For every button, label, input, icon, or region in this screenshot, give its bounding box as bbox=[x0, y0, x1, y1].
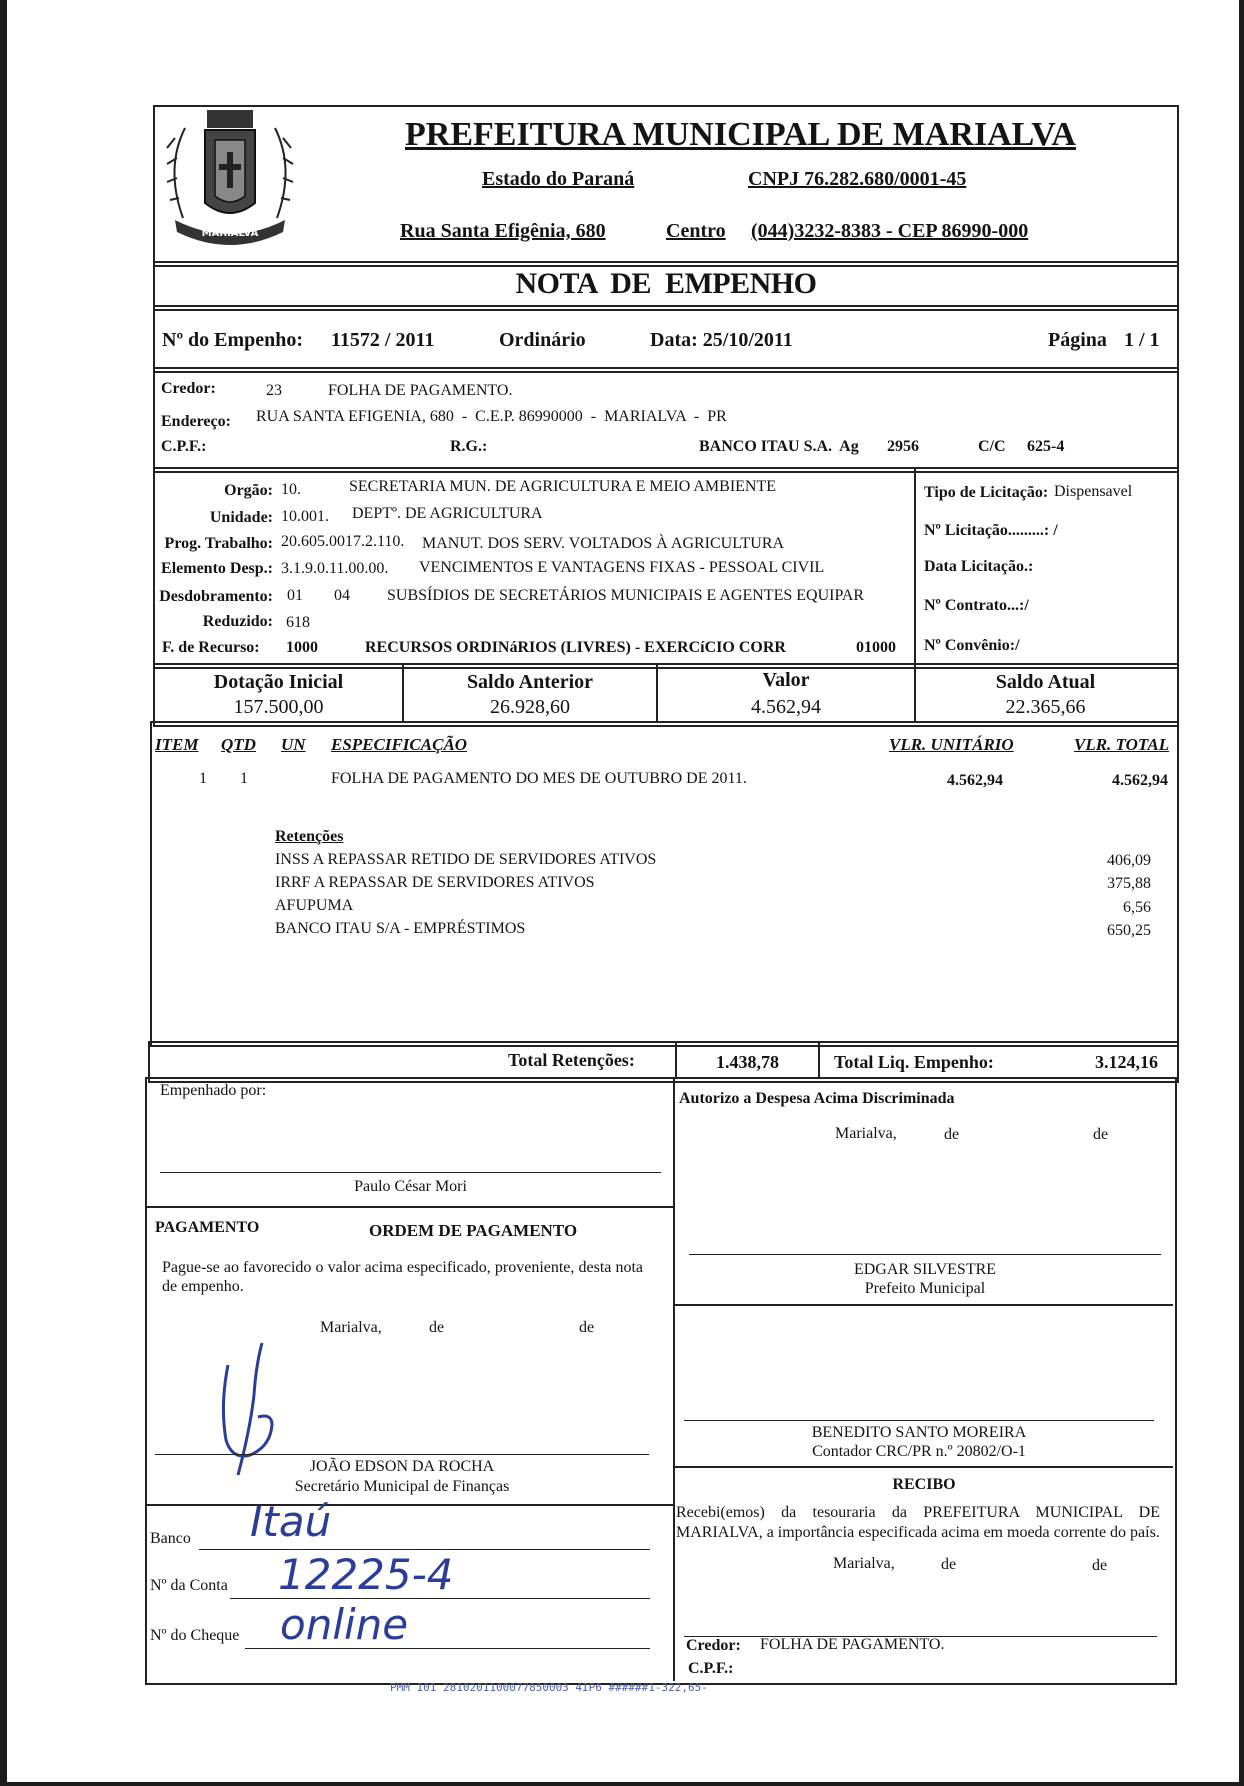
prefeito-signature-line bbox=[689, 1254, 1161, 1255]
autorizo-city: Marialva, bbox=[835, 1125, 897, 1142]
recurso-code2: 01000 bbox=[856, 639, 896, 656]
retencao-value: 375,88 bbox=[1107, 875, 1151, 892]
contador-name: BENEDITO SANTO MOREIRA bbox=[811, 1424, 1027, 1441]
recibo-credor: FOLHA DE PAGAMENTO. bbox=[760, 1636, 945, 1653]
contador-signature-line bbox=[684, 1420, 1154, 1421]
conta-label: Nº da Conta bbox=[150, 1577, 228, 1594]
credor-name: FOLHA DE PAGAMENTO. bbox=[328, 382, 513, 399]
retencao-value: 650,25 bbox=[1107, 922, 1151, 939]
secretario-name: JOÃO EDSON DA ROCHA bbox=[309, 1458, 495, 1475]
cheque-handwritten: online bbox=[280, 1600, 409, 1649]
retencao-value: 6,56 bbox=[1123, 899, 1151, 916]
autorizo-de-2: de bbox=[1093, 1126, 1109, 1143]
saldo-anterior-value: 26.928,60 bbox=[490, 696, 570, 718]
secretario-title: Secretário Municipal de Finanças bbox=[294, 1478, 510, 1495]
address-label: Endereço: bbox=[161, 413, 231, 430]
contador-title: Contador CRC/PR n.º 20802/O-1 bbox=[812, 1443, 1026, 1460]
saldo-atual-value: 22.365,66 bbox=[1005, 696, 1086, 718]
cc-number: 625-4 bbox=[1027, 438, 1065, 455]
prefeito-title: Prefeito Municipal bbox=[864, 1280, 986, 1297]
bank-name: BANCO ITAU S.A. Ag bbox=[699, 438, 859, 455]
elemento-label: Elemento Desp.: bbox=[161, 560, 273, 577]
desdobramento-code1: 01 bbox=[287, 587, 303, 604]
prog-code: 20.605.0017.2.110. bbox=[281, 533, 405, 550]
total-retencoes-label: Total Retenções: bbox=[508, 1050, 635, 1070]
col-item: ITEM bbox=[155, 735, 199, 754]
autorizo-text: Autorizo a Despesa Acima Discriminada bbox=[679, 1090, 955, 1107]
retencao-label: BANCO ITAU S/A - EMPRÉSTIMOS bbox=[275, 920, 526, 937]
dotacao-label: Dotação Inicial bbox=[213, 671, 344, 693]
recibo-divider bbox=[675, 1466, 1173, 1468]
licitacao-data: Data Licitação.: bbox=[924, 558, 1034, 575]
licitacao-tipo-label: Tipo de Licitação: bbox=[924, 484, 1049, 501]
doc-title: NOTA DE EMPENHO bbox=[515, 267, 817, 300]
pagamento-text: Pague-se ao favorecido o valor acima especificado, proveniente, desta nota de empenho. bbox=[162, 1259, 643, 1295]
empenho-date: Data: 25/10/2011 bbox=[650, 329, 793, 351]
pagamento-de-2: de bbox=[579, 1319, 595, 1336]
retencao-value: 406,09 bbox=[1107, 852, 1151, 869]
orgao-name: SECRETARIA MUN. DE AGRICULTURA E MEIO AMBIENTE bbox=[349, 478, 777, 495]
footer-stamp: PMM 101 2810201100077850003 4IP6 ######1-322,65- bbox=[390, 1681, 708, 1694]
orgao-code: 10. bbox=[281, 481, 301, 498]
prog-label: Prog. Trabalho: bbox=[164, 535, 273, 552]
col-qtd: QTD bbox=[221, 735, 256, 754]
dotacao-value: 157.500,00 bbox=[233, 696, 324, 718]
recurso-name: RECURSOS ORDINáRIOS (LIVRES) - EXERCíCIO CORR bbox=[365, 639, 786, 656]
valor-label: Valor bbox=[762, 669, 810, 691]
crest-text: MARIALVA bbox=[201, 228, 259, 239]
total-retencoes-value: 1.438,78 bbox=[716, 1052, 779, 1072]
desdobramento-code2: 04 bbox=[334, 587, 350, 604]
unidade-label: Unidade: bbox=[209, 509, 273, 526]
reduzido-label: Reduzido: bbox=[202, 613, 273, 630]
recurso-code: 1000 bbox=[286, 639, 318, 656]
col-unitario: VLR. UNITÁRIO bbox=[889, 735, 1014, 754]
empenho-number: 11572 / 2011 bbox=[331, 329, 435, 351]
reduzido-value: 618 bbox=[286, 614, 310, 631]
secretario-signature-line bbox=[155, 1454, 649, 1455]
pagamento-divider bbox=[147, 1206, 673, 1208]
credor-code: 23 bbox=[266, 382, 282, 399]
coat-of-arms-icon bbox=[155, 108, 305, 260]
licitacao-convenio: Nº Convênio:/ bbox=[924, 637, 1020, 654]
scan-edge-left bbox=[0, 0, 7, 1786]
retencao-label: IRRF A REPASSAR DE SERVIDORES ATIVOS bbox=[275, 874, 595, 891]
retencao-label: INSS A REPASSAR RETIDO DE SERVIDORES ATIVOS bbox=[275, 851, 657, 868]
retencao-label: AFUPUMA bbox=[275, 897, 354, 914]
banco-label: Banco bbox=[150, 1530, 191, 1547]
recibo-de-2: de bbox=[1092, 1557, 1108, 1574]
unidade-name: DEPTº. DE AGRICULTURA bbox=[352, 505, 543, 522]
total-liquido-label: Total Liq. Empenho: bbox=[834, 1052, 994, 1072]
prog-name: MANUT. DOS SERV. VOLTADOS À AGRICULTURA bbox=[422, 535, 785, 552]
orgao-label: Orgão: bbox=[224, 482, 273, 499]
col-un: UN bbox=[281, 735, 306, 754]
conta-handwritten: 12225-4 bbox=[278, 1550, 454, 1599]
recibo-title: RECIBO bbox=[892, 1476, 956, 1493]
ordem-pagamento-title: ORDEM DE PAGAMENTO bbox=[369, 1221, 578, 1240]
header-state: Estado do Paraná bbox=[482, 168, 635, 190]
recibo-cpf-label: C.P.F.: bbox=[688, 1660, 734, 1677]
signature-grid-divider bbox=[673, 1077, 675, 1681]
credor-label: Credor: bbox=[161, 380, 216, 397]
header-address: Rua Santa Efigênia, 680 bbox=[400, 220, 606, 242]
pagamento-label: PAGAMENTO bbox=[155, 1219, 260, 1236]
classification-divider bbox=[914, 467, 916, 665]
contador-divider bbox=[675, 1304, 1173, 1306]
recibo-text: Recebi(emos) da tesouraria da PREFEITURA MUNICIPAL DE MARIALVA, a importância especificada acima em moeda corrente do país. bbox=[676, 1504, 1160, 1541]
item-unit-value: 4.562,94 bbox=[947, 772, 1003, 789]
empenhado-name: Paulo César Mori bbox=[354, 1178, 467, 1195]
col-total: VLR. TOTAL bbox=[1074, 735, 1170, 754]
header-cnpj: CNPJ 76.282.680/0001-45 bbox=[748, 168, 967, 190]
elemento-name: VENCIMENTOS E VANTAGENS FIXAS - PESSOAL CIVIL bbox=[419, 559, 825, 576]
item-qtd: 1 bbox=[240, 770, 248, 787]
licitacao-tipo: Dispensavel bbox=[1054, 483, 1133, 500]
header-phone: (044)3232-8383 - CEP 86990-000 bbox=[751, 220, 1029, 242]
desdobramento-label: Desdobramento: bbox=[159, 588, 273, 605]
scan-edge-right bbox=[1239, 0, 1244, 1786]
saldo-atual-label: Saldo Atual bbox=[995, 671, 1096, 693]
item-description: FOLHA DE PAGAMENTO DO MES DE OUTUBRO DE 2011. bbox=[331, 770, 747, 787]
empenhado-signature-line bbox=[160, 1172, 661, 1173]
recurso-label: F. de Recurso: bbox=[162, 639, 260, 656]
valor-value: 4.562,94 bbox=[751, 696, 821, 718]
item-number: 1 bbox=[199, 770, 207, 787]
cheque-label: Nº do Cheque bbox=[150, 1627, 240, 1644]
retencoes-title: Retenções bbox=[275, 828, 344, 845]
prefeito-name: EDGAR SILVESTRE bbox=[853, 1261, 997, 1278]
scan-edge-bottom bbox=[0, 1782, 1244, 1786]
elemento-code: 3.1.9.0.11.00.00. bbox=[281, 560, 389, 577]
pagamento-city: Marialva, bbox=[320, 1319, 382, 1336]
empenho-type: Ordinário bbox=[499, 329, 586, 351]
rg-label: R.G.: bbox=[450, 438, 488, 455]
cc-label: C/C bbox=[978, 438, 1006, 455]
header-centro: Centro bbox=[666, 220, 726, 242]
unidade-code: 10.001. bbox=[281, 508, 329, 525]
header-title: PREFEITURA MUNICIPAL DE MARIALVA bbox=[405, 116, 1076, 153]
total-liquido-value: 3.124,16 bbox=[1095, 1052, 1158, 1072]
bank-agency: 2956 bbox=[887, 438, 919, 455]
desdobramento-name: SUBSÍDIOS DE SECRETÁRIOS MUNICIPAIS E AGENTES EQUIPAR bbox=[387, 587, 865, 604]
item-total-value: 4.562,94 bbox=[1112, 772, 1168, 789]
licitacao-contrato: Nº Contrato...:/ bbox=[924, 597, 1029, 614]
licitacao-numero: Nº Licitação.........: / bbox=[924, 522, 1058, 539]
col-especificacao: ESPECIFICAÇÃO bbox=[331, 735, 468, 754]
credor-address: RUA SANTA EFIGENIA, 680 - C.E.P. 86990000 - MARIALVA - PR bbox=[256, 408, 727, 425]
saldo-anterior-label: Saldo Anterior bbox=[466, 671, 594, 693]
empenho-label: Nº do Empenho: bbox=[162, 329, 304, 351]
autorizo-de-1: de bbox=[944, 1126, 960, 1143]
recibo-credor-label: Credor: bbox=[686, 1637, 741, 1654]
banco-handwritten: Itaú bbox=[250, 1497, 332, 1546]
pagamento-de-1: de bbox=[429, 1319, 445, 1336]
cpf-label: C.P.F.: bbox=[161, 438, 207, 455]
recibo-city: Marialva, bbox=[833, 1555, 895, 1572]
total-retencoes-divider-2 bbox=[818, 1041, 820, 1079]
empenhado-label: Empenhado por: bbox=[160, 1082, 267, 1099]
page-number: 1 / 1 bbox=[1124, 329, 1160, 351]
page-label: Página bbox=[1048, 329, 1107, 351]
recibo-de-1: de bbox=[941, 1556, 957, 1573]
bank-section-divider bbox=[147, 1504, 673, 1506]
